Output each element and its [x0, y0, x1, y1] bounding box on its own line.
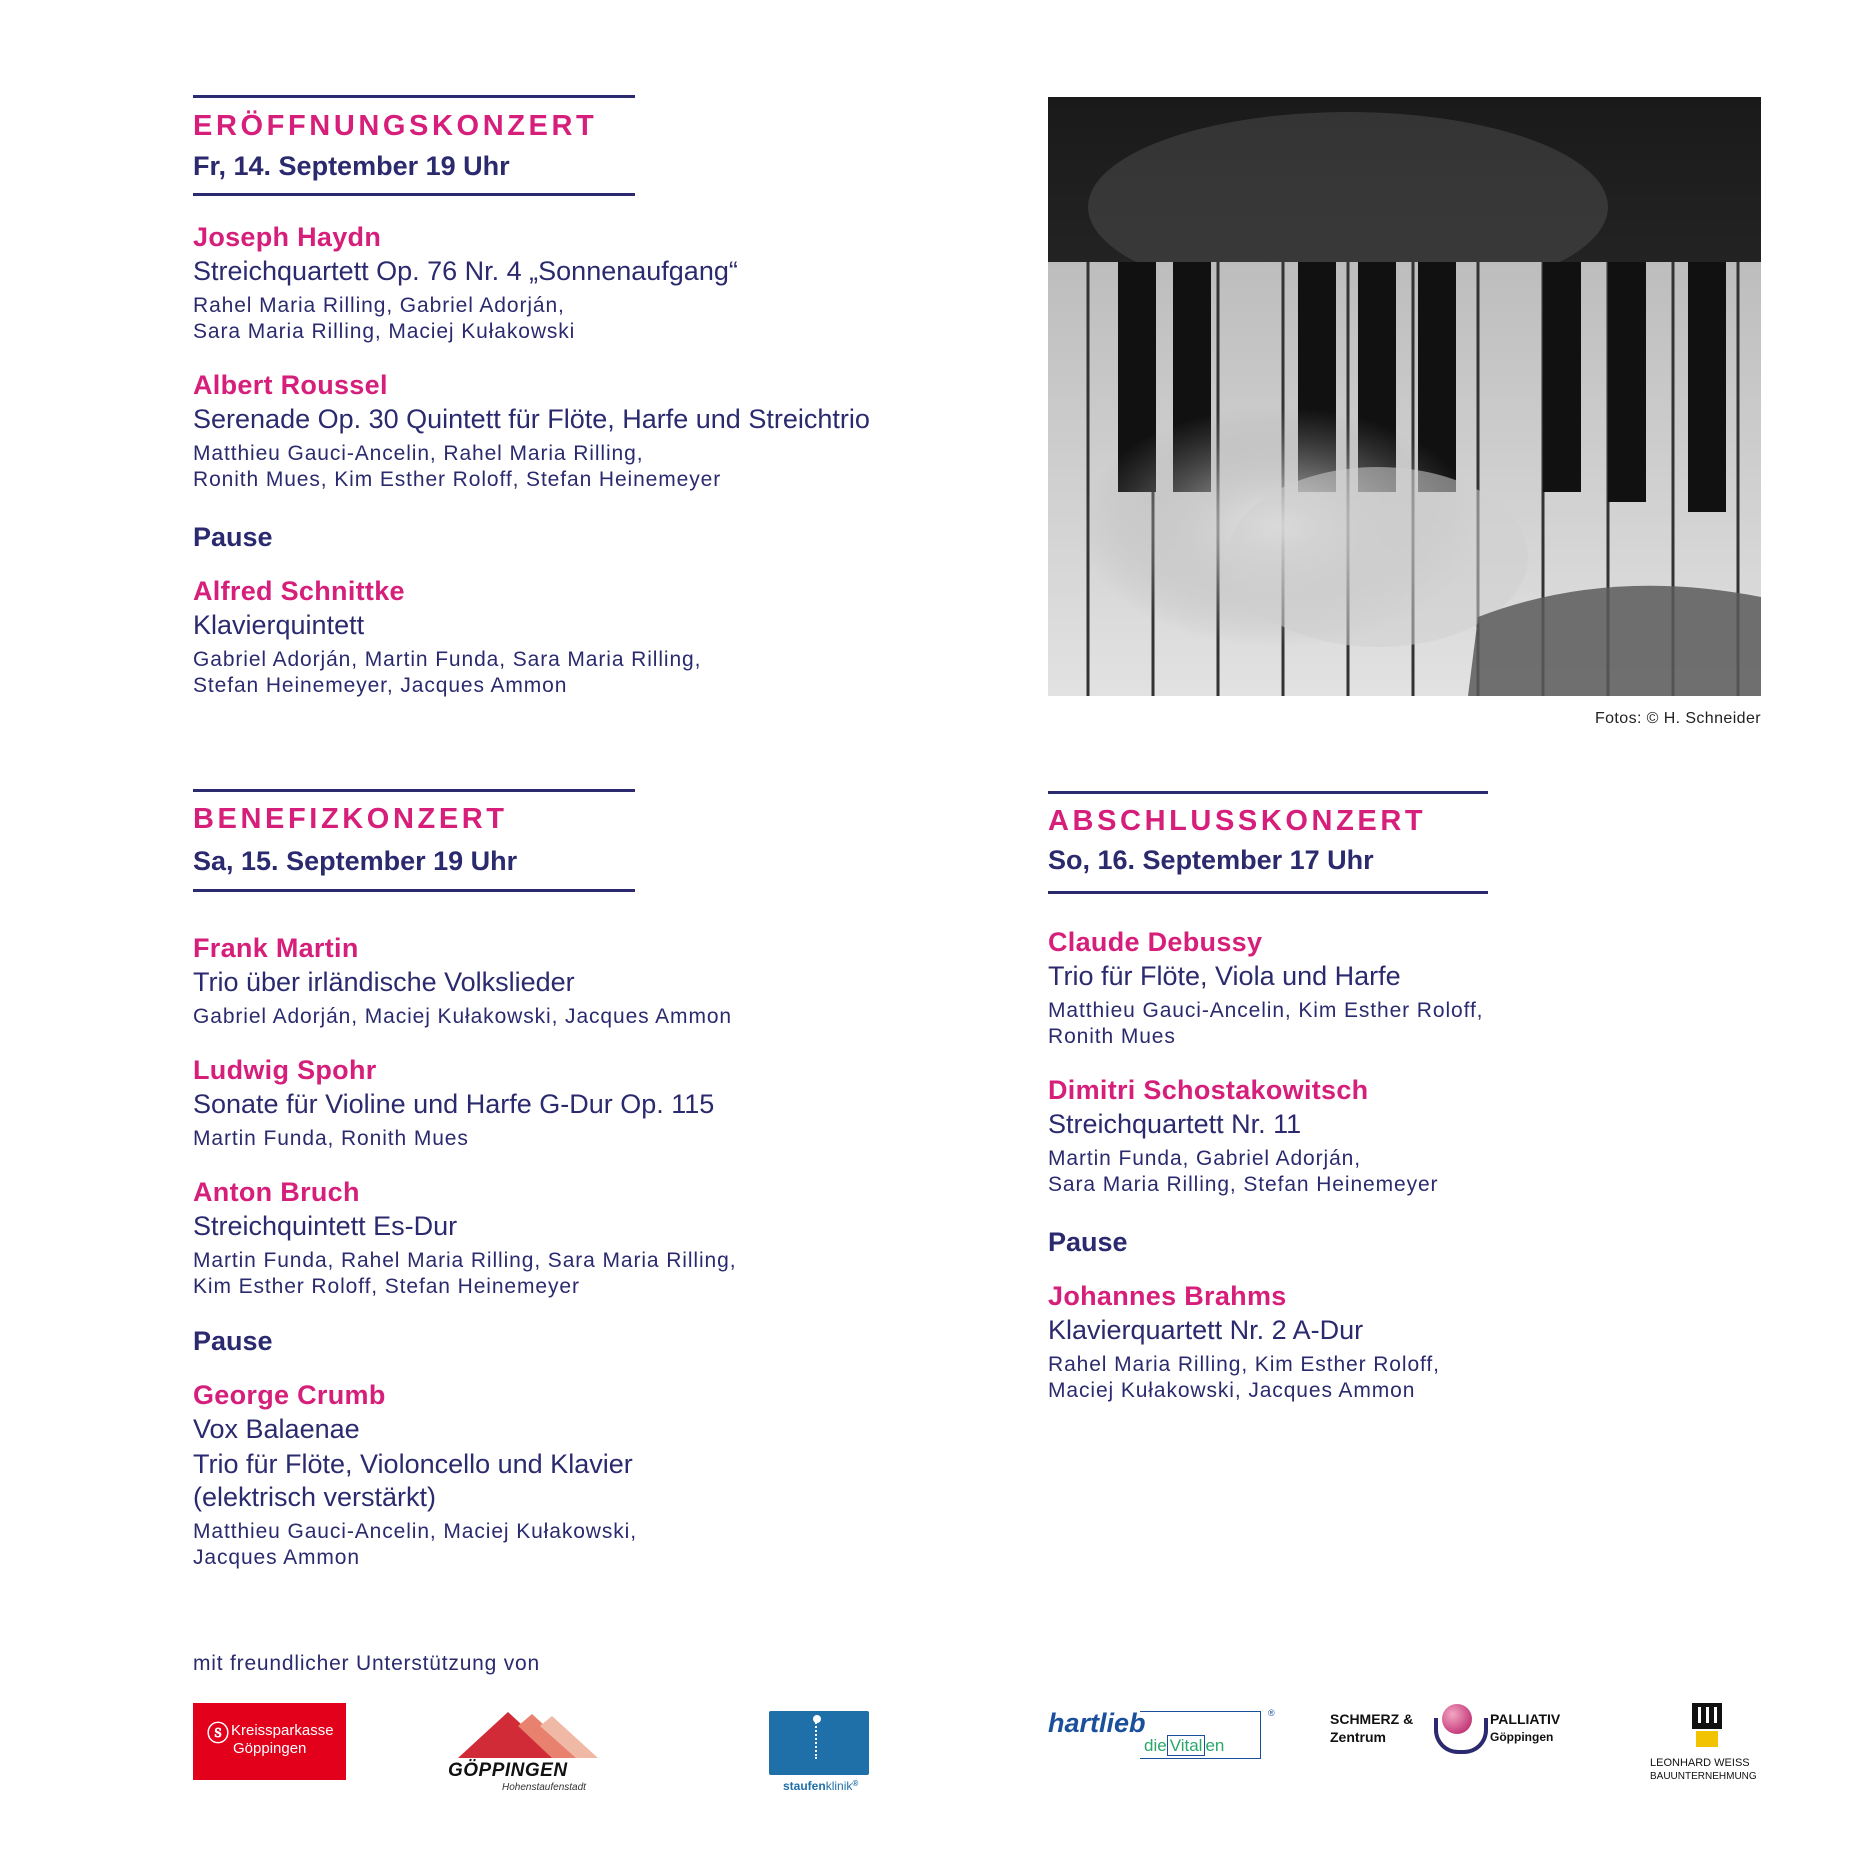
- composer-name: Dimitri Schostakowitsch: [1048, 1075, 1369, 1105]
- work-title: Trio über irländische Volkslieder: [193, 967, 575, 997]
- section-rule-bottom: [193, 193, 635, 196]
- performers-list: Matthieu Gauci-Ancelin, Kim Esther Roloff, Ronith Mues: [1048, 999, 1484, 1048]
- section-rule-top: [193, 789, 635, 792]
- program-item: [193, 220, 738, 345]
- work-title: Serenade Op. 30 Quintett für Flöte, Harfe und Streichtrio: [193, 404, 870, 434]
- performers-list: Rahel Maria Rilling, Gabriel Adorján, Sara Maria Rilling, Maciej Kułakowski: [193, 294, 576, 343]
- program-item: [193, 368, 870, 493]
- staufenklinik-logo: staufenklinik®: [769, 1711, 881, 1797]
- work-title: Vox Balaenae: [193, 1414, 360, 1444]
- work-title: Trio für Flöte, Viola und Harfe: [1048, 961, 1401, 991]
- lw-icon: [1692, 1703, 1722, 1747]
- hartlieb-logo: hartlieb ® die Vital en: [1048, 1708, 1248, 1768]
- work-title: Sonate für Violine und Harfe G-Dur Op. 115: [193, 1089, 715, 1119]
- performers-list: Gabriel Adorján, Martin Funda, Sara Maria Rilling, Stefan Heinemeyer, Jacques Ammon: [193, 648, 702, 697]
- kreissparkasse-logo: ⓢ Kreissparkasse Göppingen: [193, 1703, 346, 1780]
- section-rule-bottom: [1048, 891, 1488, 894]
- work-title: Klavierquintett: [193, 610, 365, 640]
- goeppingen-logo: GÖPPINGEN Hohenstaufenstadt: [448, 1712, 608, 1794]
- mountains-icon: [448, 1712, 608, 1758]
- composer-name: Johannes Brahms: [1048, 1281, 1287, 1311]
- section-rule-bottom: [193, 889, 635, 892]
- section-rule-top: [193, 95, 635, 98]
- program-item: [1048, 1279, 1440, 1404]
- support-text: mit freundlicher Unterstützung von: [193, 1652, 541, 1675]
- pause-label: Pause: [1048, 1227, 1128, 1257]
- program-item: [193, 1378, 637, 1571]
- composer-name: Claude Debussy: [1048, 927, 1263, 957]
- performers-list: Martin Funda, Ronith Mues: [193, 1127, 469, 1150]
- work-subtitle: Trio für Flöte, Violoncello und Klavier: [193, 1449, 633, 1479]
- work-title: Streichquartett Op. 76 Nr. 4 „Sonnenaufgang“: [193, 256, 738, 286]
- section-title-eroeffnung: ERÖFFNUNGSKONZERT: [193, 110, 598, 142]
- composer-name: Frank Martin: [193, 933, 359, 963]
- pause-label: Pause: [193, 1326, 273, 1356]
- program-item: [193, 1053, 714, 1152]
- work-title: Klavierquartett Nr. 2 A-Dur: [1048, 1315, 1364, 1345]
- photo-credit: Fotos: © H. Schneider: [1594, 710, 1761, 727]
- section-title-benefiz: BENEFIZKONZERT: [193, 803, 508, 835]
- pause-label: Pause: [193, 522, 273, 552]
- program-item: [1048, 925, 1483, 1050]
- composer-name: Alfred Schnittke: [193, 576, 405, 606]
- work-title: Streichquintett Es-Dur: [193, 1211, 458, 1241]
- section-date-abschluss: So, 16. September 17 Uhr: [1048, 845, 1374, 875]
- program-item: [193, 1175, 736, 1300]
- composer-name: George Crumb: [193, 1380, 386, 1410]
- leonhard-weiss-logo: LEONHARD WEISS BAUUNTERNEHMUNG: [1640, 1703, 1780, 1793]
- section-title-abschluss: ABSCHLUSSKONZERT: [1048, 805, 1427, 837]
- composer-name: Ludwig Spohr: [193, 1055, 377, 1085]
- composer-name: Albert Roussel: [193, 370, 388, 400]
- performers-list: Matthieu Gauci-Ancelin, Rahel Maria Rilling, Ronith Mues, Kim Esther Roloff, Stefan Heinemeyer: [193, 442, 722, 491]
- spine-icon: [769, 1711, 869, 1775]
- performers-list: Gabriel Adorján, Maciej Kułakowski, Jacques Ammon: [193, 1005, 732, 1028]
- work-title: Streichquartett Nr. 11: [1048, 1109, 1302, 1139]
- section-date-eroeffnung: Fr, 14. September 19 Uhr: [193, 151, 510, 181]
- sparkasse-s-icon: ⓢ: [207, 1721, 230, 1746]
- program-item: [193, 931, 732, 1030]
- program-item: [1048, 1073, 1438, 1198]
- section-rule-top: [1048, 791, 1488, 794]
- performers-list: Martin Funda, Gabriel Adorján, Sara Maria Rilling, Stefan Heinemeyer: [1048, 1147, 1439, 1196]
- composer-name: Anton Bruch: [193, 1177, 360, 1207]
- hands-icon: [1434, 1718, 1488, 1754]
- work-note: (elektrisch verstärkt): [193, 1482, 437, 1512]
- performers-list: Matthieu Gauci-Ancelin, Maciej Kułakowski, Jacques Ammon: [193, 1520, 637, 1569]
- section-date-benefiz: Sa, 15. September 19 Uhr: [193, 846, 518, 876]
- schmerz-palliativ-logo: SCHMERZ & Zentrum PALLIATIV Göppingen: [1330, 1700, 1570, 1770]
- performers-list: Martin Funda, Rahel Maria Rilling, Sara Maria Rilling, Kim Esther Roloff, Stefan Heinemeyer: [193, 1249, 737, 1298]
- piano-photo: [1048, 97, 1761, 696]
- composer-name: Joseph Haydn: [193, 222, 382, 252]
- program-item: [193, 574, 701, 699]
- performers-list: Rahel Maria Rilling, Kim Esther Roloff, Maciej Kułakowski, Jacques Ammon: [1048, 1353, 1440, 1402]
